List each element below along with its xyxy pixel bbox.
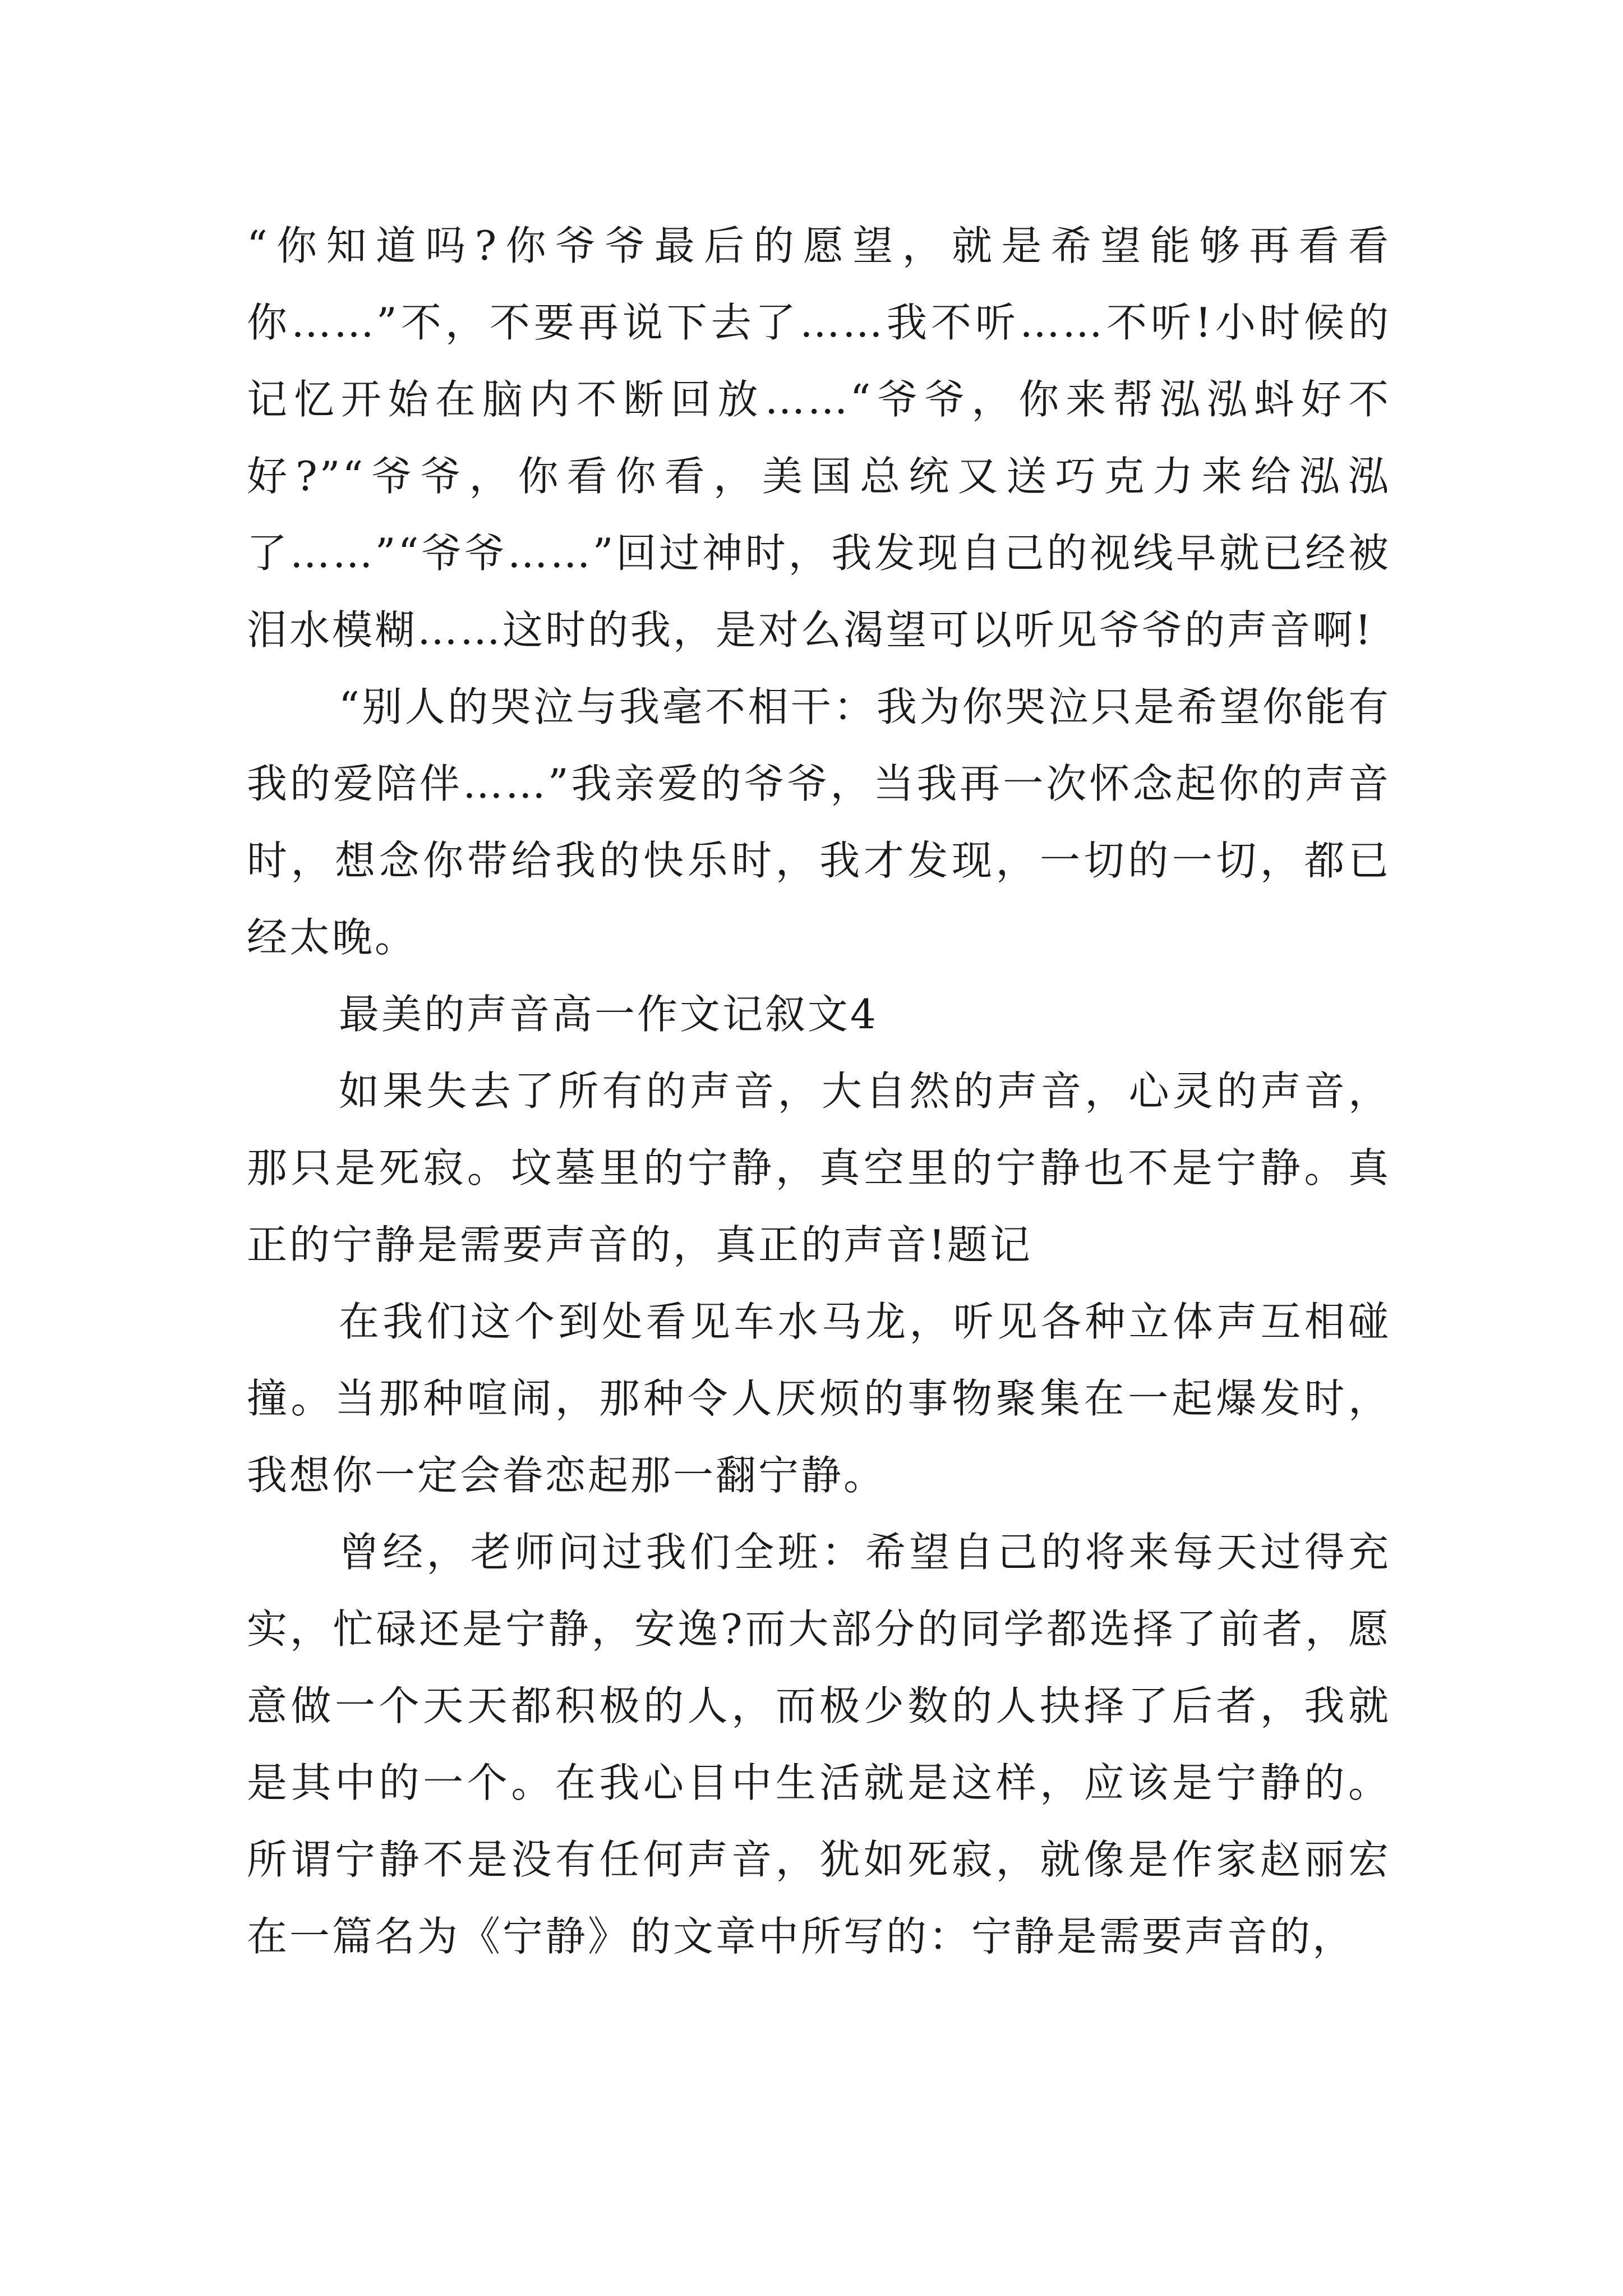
paragraph-crying: “别人的哭泣与我毫不相干：我为你哭泣只是希望你能有我的爱陪伴……”我亲爱的爷爷，当我再一次怀念起你的声音时，想念你带给我的快乐时，我才发现，一切的一切，都已经太晚。 — [247, 683, 1391, 961]
paragraph-teacher-question: 曾经，老师问过我们全班：希望自己的将来每天过得充实，忙碌还是宁静，安逸?而大部分的同学都选择了前者，愿意做一个天天都积极的人，而极少数的人抉择了后者，我就是其中的一个。在我心目中生活就是这样，应该是宁静的。所谓宁静不是没有任何声音，犹如死寂，就像是作家赵丽宏在一篇名为《宁静》的文章中所写的：宁静是需要声音的， — [247, 1529, 1391, 1960]
paragraph-noise: 在我们这个到处看见车水马龙，听见各种立体声互相碰撞。当那种喧闹，那种令人厌烦的事物聚集在一起爆发时，我想你一定会眷恋起那一翻宁静。 — [247, 1298, 1391, 1499]
section-heading: 最美的声音高一作文记叙文4 — [339, 991, 878, 1038]
paragraph-lost-sounds: 如果失去了所有的声音，大自然的声音，心灵的声音，那只是死寂。坟墓里的宁静，真空里的宁静也不是宁静。真正的宁静是需要声音的，真正的声音!题记 — [247, 1068, 1391, 1268]
body-text — [247, 208, 1391, 1975]
paragraph-grandpa-wish: “你知道吗?你爷爷最后的愿望，就是希望能够再看看你……”不，不要再说下去了……我不听……不听!小时候的记忆开始在脑内不断回放……“爷爷，你来帮泓泓蚪好不好?”“爷爷，你看你看，美国总统又送巧克力来给泓泓了……”“爷爷……”回过神时，我发现自己的视线早就已经被泪水模糊……这时的我，是对么渴望可以听见爷爷的声音啊! — [247, 222, 1391, 654]
